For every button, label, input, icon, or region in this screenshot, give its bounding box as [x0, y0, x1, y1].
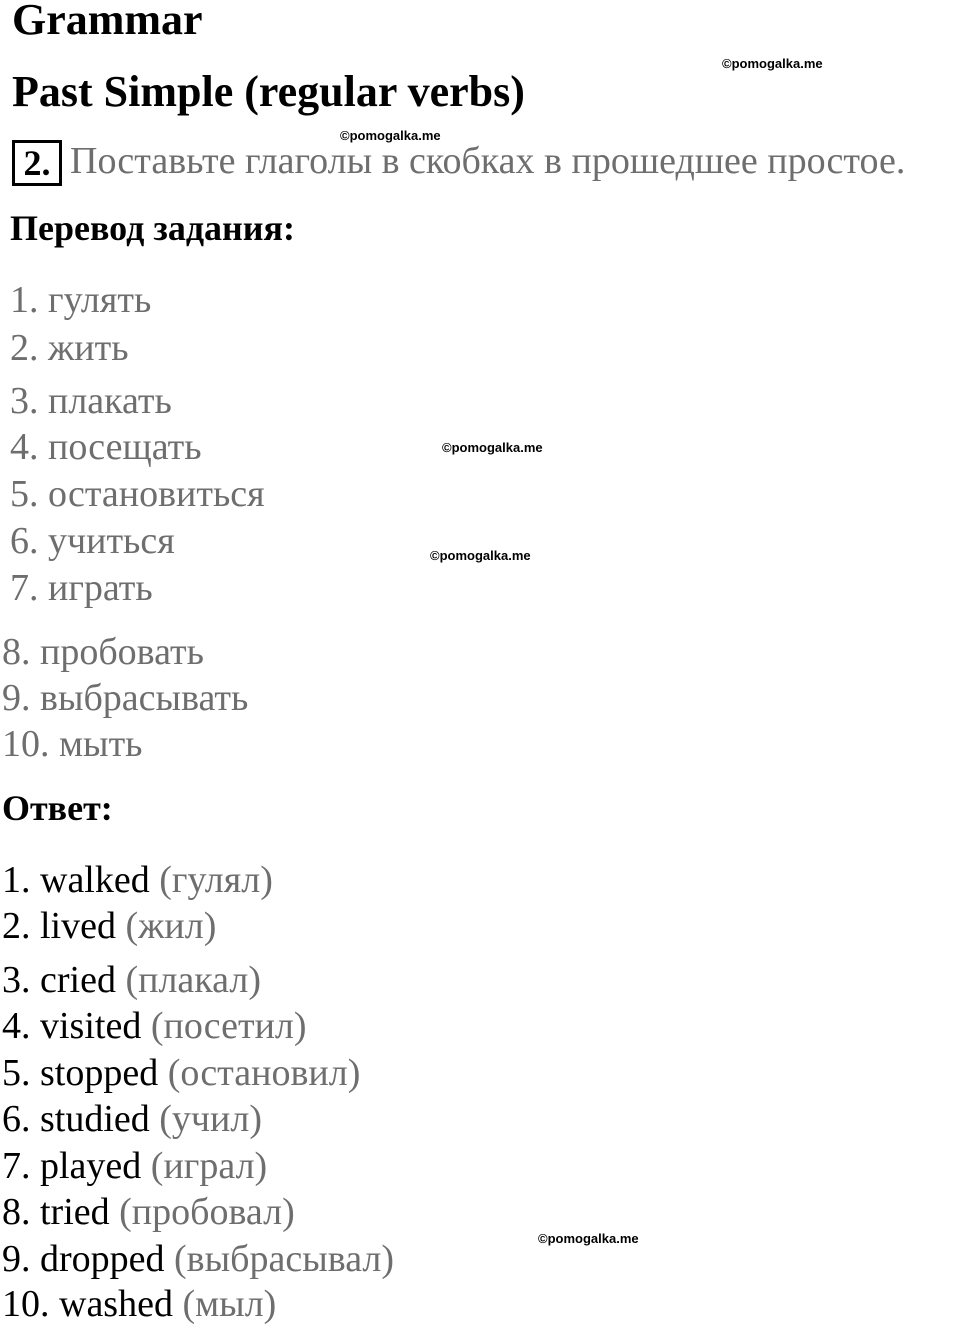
- translation-item: 3. плакать: [10, 380, 172, 422]
- answer-item: [2, 857, 273, 903]
- answer-item: [2, 1003, 307, 1049]
- task-instruction: Поставьте глаголы в скобках в прошедшее простое.: [70, 140, 906, 182]
- translation-item: 1. гулять: [10, 279, 152, 321]
- answer-item: [2, 1189, 295, 1235]
- watermark: ©pomogalka.me: [722, 56, 823, 71]
- answer-number: 7.: [2, 1145, 31, 1187]
- answer-item: [2, 1236, 394, 1282]
- watermark: ©pomogalka.me: [340, 128, 441, 143]
- answer-translation: (остановил): [167, 1052, 361, 1094]
- answer-translation: (посетил): [150, 1005, 307, 1047]
- topic-title: Past Simple (regular verbs): [12, 67, 525, 116]
- answer-verb: stopped: [40, 1052, 159, 1094]
- answer-number: 10.: [2, 1283, 50, 1325]
- answer-heading: Ответ:: [2, 788, 113, 828]
- translation-item: 8. пробовать: [2, 631, 204, 673]
- watermark: ©pomogalka.me: [442, 440, 543, 455]
- answer-number: 5.: [2, 1052, 31, 1094]
- answer-verb: walked: [40, 859, 150, 901]
- answer-item: [2, 1096, 262, 1142]
- translation-item: 7. играть: [10, 567, 153, 609]
- answer-item: [2, 1050, 360, 1096]
- answer-number: 6.: [2, 1098, 31, 1140]
- answer-verb: lived: [40, 905, 116, 947]
- translation-item: 2. жить: [10, 327, 129, 369]
- translation-item: 9. выбрасывать: [2, 677, 249, 719]
- answer-verb: played: [40, 1145, 142, 1187]
- watermark: ©pomogalka.me: [538, 1231, 639, 1246]
- answer-number: 2.: [2, 905, 31, 947]
- answer-item: [2, 1281, 276, 1327]
- answer-translation: (гулял): [159, 859, 273, 901]
- answer-verb: studied: [40, 1098, 150, 1140]
- answer-verb: washed: [59, 1283, 173, 1325]
- answer-translation: (мыл): [182, 1283, 277, 1325]
- answer-number: 9.: [2, 1238, 31, 1280]
- answer-number: 8.: [2, 1191, 31, 1233]
- answer-translation: (плакал): [125, 959, 261, 1001]
- watermark: ©pomogalka.me: [430, 548, 531, 563]
- answer-item: [2, 1143, 267, 1189]
- answer-item: [2, 957, 261, 1003]
- answer-translation: (учил): [159, 1098, 262, 1140]
- answer-verb: cried: [40, 959, 116, 1001]
- answer-number: 1.: [2, 859, 31, 901]
- translation-item: 5. остановиться: [10, 473, 265, 515]
- translation-item: 4. посещать: [10, 426, 202, 468]
- answer-translation: (жил): [125, 905, 217, 947]
- translation-heading: Перевод задания:: [10, 208, 295, 248]
- translation-item: 10. мыть: [2, 723, 143, 765]
- answer-number: 4.: [2, 1005, 31, 1047]
- answer-number: 3.: [2, 959, 31, 1001]
- translation-item: 6. учиться: [10, 520, 175, 562]
- answer-item: [2, 903, 216, 949]
- task-number-box: 2.: [12, 140, 62, 186]
- answer-translation: (играл): [150, 1145, 268, 1187]
- answer-translation: (пробовал): [119, 1191, 295, 1233]
- answer-verb: visited: [40, 1005, 142, 1047]
- answer-verb: dropped: [40, 1238, 165, 1280]
- answer-translation: (выбрасывал): [174, 1238, 395, 1280]
- section-title: Grammar: [12, 0, 203, 44]
- answer-verb: tried: [40, 1191, 110, 1233]
